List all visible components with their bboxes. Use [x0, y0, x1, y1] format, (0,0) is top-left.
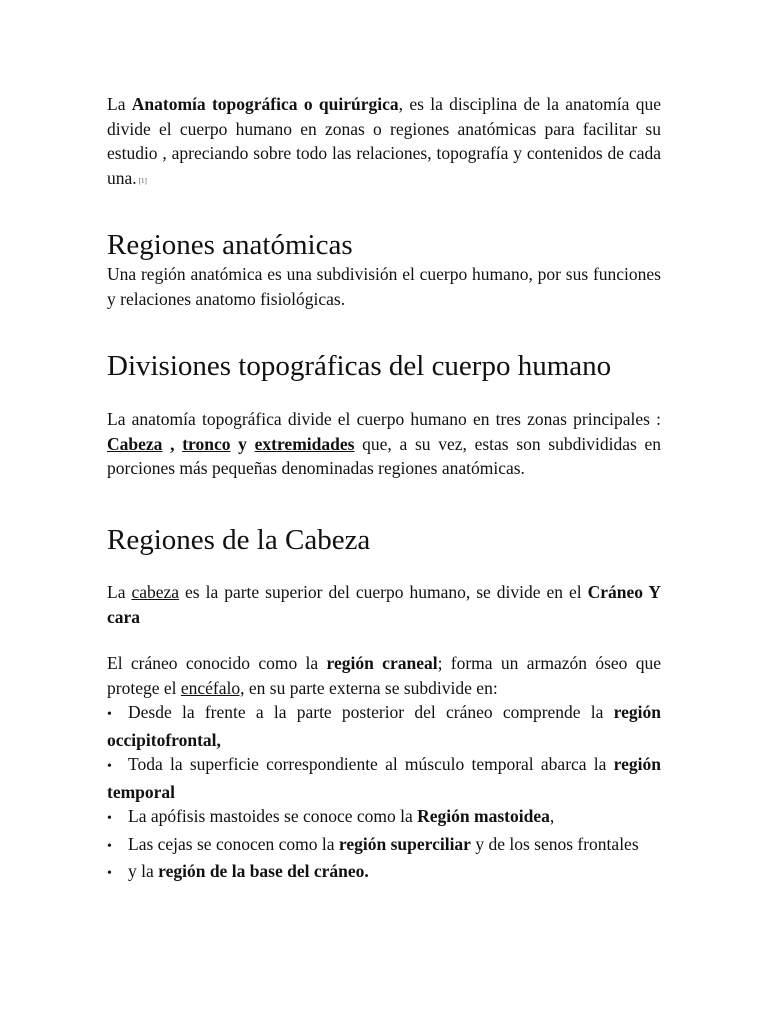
- text-span: es la parte superior del cuerpo humano, se divide en el: [179, 582, 588, 602]
- list-item-text: Las cejas se conocen como la: [128, 833, 339, 854]
- list-item-text: La apófisis mastoides se conoce como la: [128, 806, 418, 826]
- text-span: que, a su vez, estas son subdivididas en porciones más pequeñas denominadas regiones anatómicas.: [107, 433, 661, 478]
- link-extremidades[interactable]: extremidades: [254, 433, 355, 454]
- section-heading: Regiones anatómicas: [107, 229, 353, 261]
- text-span: ; forma un armazón óseo que protege el: [107, 653, 661, 698]
- bullet-icon: •: [107, 866, 112, 881]
- text-span: ,: [162, 433, 183, 454]
- intro-text: [107, 92, 661, 193]
- bullet-icon: •: [107, 707, 112, 722]
- footnote-ref[interactable]: [1]: [138, 176, 147, 185]
- list-item-text: Desde la frente a la parte posterior del cráneo comprende la: [128, 702, 614, 722]
- list-item-term: región occipitofrontal,: [107, 702, 661, 750]
- text-span: El cráneo conocido como la: [107, 653, 327, 673]
- list-item-text: y de los senos frontales: [470, 833, 639, 854]
- regiones-list: [107, 700, 661, 887]
- intro-paragraph: [107, 92, 661, 193]
- list-item-text: ,: [549, 806, 555, 826]
- intro-text-2: , es la disciplina de la anatomía que divide el cuerpo humano en zonas o regiones anatómicas para facilitar su estudio , apreciando sobre todo las relaciones, topografía y contenidos de cada una.: [107, 94, 661, 188]
- section-regiones: [107, 228, 661, 311]
- text-span: en su parte externa se subdivide en:: [244, 677, 498, 698]
- divisiones-paragraph: [107, 407, 661, 481]
- list-item-term: Región mastoidea: [417, 806, 550, 826]
- section-cabeza: [107, 523, 661, 557]
- bold-term: Cráneo Y cara: [107, 582, 661, 627]
- list-item-term: región superciliar: [338, 833, 471, 854]
- text-span: La: [107, 582, 132, 602]
- link-tronco[interactable]: tronco: [182, 433, 231, 454]
- list-item-term: región de la base del cráneo.: [158, 861, 369, 881]
- craneo-paragraph: [107, 651, 661, 887]
- bullet-icon: •: [107, 838, 112, 854]
- bullet-icon: •: [107, 759, 112, 774]
- list-item-text: Toda la superficie correspondiente al músculo temporal abarca la: [128, 754, 614, 774]
- section-heading: Regiones de la Cabeza: [107, 524, 371, 556]
- list-item: [107, 859, 661, 887]
- list-item: [107, 804, 661, 832]
- text-span: La anatomía topográfica divide el cuerpo humano en tres zonas principales :: [107, 409, 661, 429]
- list-item-text: y la: [128, 861, 159, 881]
- divisiones-text: [107, 407, 661, 481]
- section-heading: Divisiones topográficas del cuerpo humano: [107, 350, 612, 382]
- link-cabeza[interactable]: Cabeza: [107, 433, 163, 454]
- bullet-icon: •: [107, 811, 112, 826]
- intro-term: Anatomía topográfica o quirúrgica: [131, 94, 399, 114]
- list-item-term: región temporal: [107, 754, 661, 802]
- list-item: [107, 832, 661, 860]
- cabeza-text: [107, 580, 661, 629]
- link-cabeza-2[interactable]: cabeza: [131, 582, 180, 602]
- section-text: Una región anatómica es una subdivisión el cuerpo humano, por sus funciones y relaciones anatomo fisiológicas.: [107, 264, 661, 309]
- list-item: [107, 700, 661, 752]
- bold-term: región craneal: [326, 653, 438, 673]
- craneo-text: [107, 651, 661, 700]
- list-item: [107, 752, 661, 804]
- section-divisiones: [107, 349, 661, 383]
- cabeza-paragraph: [107, 580, 661, 629]
- intro-text-1: La: [107, 94, 132, 114]
- text-span: y: [230, 433, 255, 454]
- link-encefalo[interactable]: encéfalo,: [180, 677, 245, 698]
